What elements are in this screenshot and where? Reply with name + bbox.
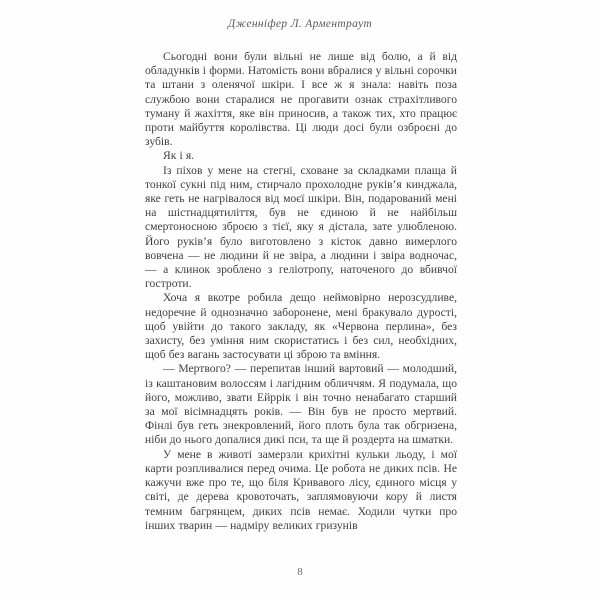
paragraph: — Мертвого? — перепитав інший вартовий — молодший, із каштановим волоссям і лагідним обличчям. Я подумала, що його, можливо, звати Ейррік і він точно ненабагато старший за мої вісімнадцять років. — Він був не просто мертвий. Фінлі був геть знекровлений, його плоть була так обгризена, ніби до нього допалися дикі пси, та ще й роздерта на шматки. xyxy=(145,362,457,447)
running-head-author: Дженніфер Л. Арментраут xyxy=(227,18,373,30)
paragraph: Як і я. xyxy=(163,149,195,163)
paragraph: Сьогодні вони були вільні не лише від болю, а й від обладунків і форми. Натомість вони вбралися у вільні сорочки та штани з оленячої шкіри. І все ж я знала: навіть поза службою вони старалися не прогавити ознак страхітливого туману й жахіття, яке він приносив, а також тих, хто працює проти майбуття королівства. Ці люди досі були озброєні до зубів. xyxy=(145,50,457,149)
paragraph: Хоча я вкотре робила дещо неймовірно нерозсудливе, недоречне й однозначно заборонене, мені бракувало дурості, щоб увійти до такого закладу, як «Червона перлина», без захисту, без уміння ним скористатись і без сил, необхідних, щоб без вагань застосувати ці зброю та вміння. xyxy=(145,291,457,362)
body-text xyxy=(145,50,457,533)
paragraph: Із піхов у мене на стегні, сховане за складками плаща й тонкої сукні під ним, стирчало прохолодне руків’я кинджала, яке геть не нагрівалося від моєї шкіри. Він, подарований мені на шістнадцятиліття, був не єдиною й не найбільш смертоносною зброєю з тієї, яку я дістала, зате улюбленою. Його руків’я було виготовлено з кісток давно вимерлого вовчена — не людини й не звіра, а людини і звіра водночас, — а клинок зроблено з геліотропу, наточеного до вбивчої гостроти. xyxy=(145,163,457,291)
paragraph: У мене в животі замерзли крихітні кульки льоду, і мої карти розпливалися перед очима. Це робота не диких псів. Не кажучи вже про те, що біля Кривавого лісу, єдиного місця у світі, де дерева кровоточать, заплямовуючи кору й листя темним багрянцем, диких псів немає. Ходили чутки про інших тварин — надміру великих гризунів xyxy=(145,447,457,532)
page-number: 8 xyxy=(297,566,303,578)
